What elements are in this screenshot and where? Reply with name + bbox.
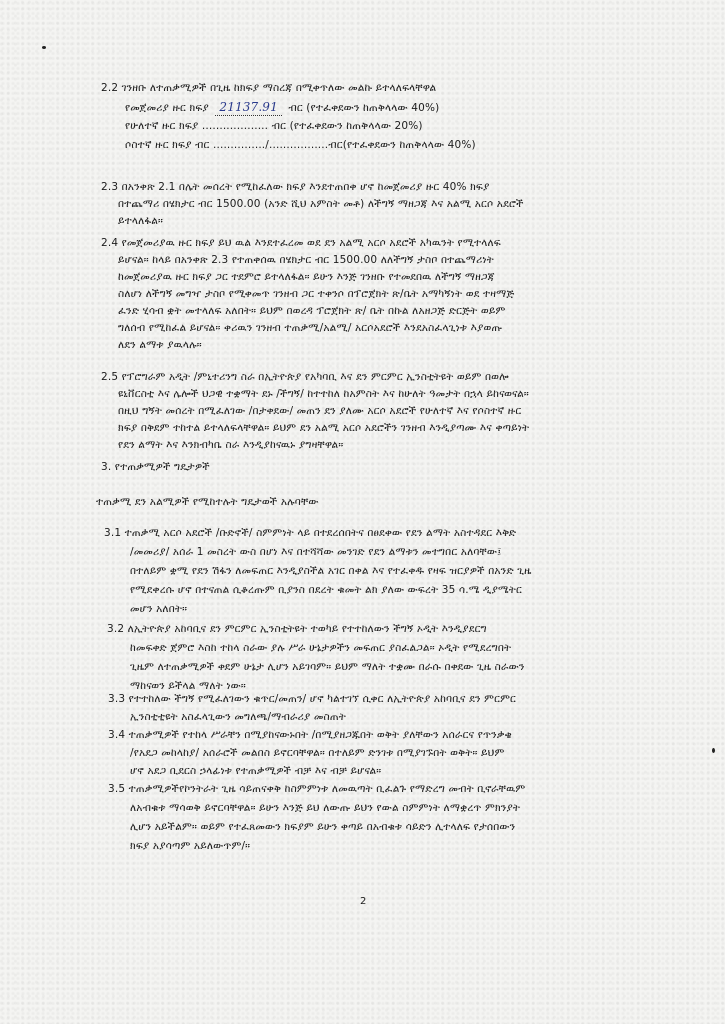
section-3-1-line-1: 3.1 ተጠቃሚ አርሶ አደሮች /ቡድኖች/ ስምምነት ላይ በተደረሰበትና በፀደቀው የደን ልማት አስተዳደር እቅድ: [104, 527, 517, 539]
section-2-2-row-1: [125, 100, 439, 116]
section-3-1-line-3: በተለይም ቋሚ የደን ሽፋን ለመፍጠር እንዲያስችል አገር በቀል እና የተፈቀዱ የዛፍ ዝርያዎች በአንድ ጊዜ: [130, 565, 532, 577]
section-3-intro: ተጠቃሚ ደን አልሚዎች የሚከተሉት ግዴታወች አሉባቸው: [96, 496, 319, 508]
section-2-5-line-1: 2.5 የፕሮግራም አዲት /ምኒተሪንግ ስራ በኢትዮጵያ የአካባቢ እና ደን ምርምር ኢንስቲትዩት ወይም በወሎ: [101, 371, 509, 383]
row-1-rest: ብር (የተፈቀደውን ከጠቅላላው 40%): [288, 102, 440, 114]
section-3-1-line-5: መሆን አለበት።: [130, 603, 188, 615]
scan-speck: [712, 748, 715, 753]
section-3-1-line-2: /መመሪያ/ አሰራ 1 መስረት ውስ በሆነ እና በተሻሻው መንገድ የደን ልማቱን መተግበር አለባቸው፤: [130, 546, 502, 558]
section-3-3-line-2: ኢንስቲቲዩት አስፈላጊውን መግለጫ/ማብራሪያ መስጠት: [130, 711, 346, 723]
section-2-4-line-1: 2.4 የመጀመሪያዉ ዙር ክፍያ ይህ ዉል እንደተፈረመ ወደ ደን አልሚ አርሶ አደሮች አካዉንት የሚተላለፍ: [101, 237, 501, 249]
section-2-3-line-3: ይተላለፋል።: [118, 215, 164, 227]
row-1-label: የመጀመሪያ ዙር ክፍያ: [125, 102, 209, 114]
section-2-2-heading: 2.2 ገንዘቡ ለተጠቃሚዎች በጊዜ ከክፍያ ማስረጃ በሚቀጥለው መልኩ ይተላለፍላቸዋል: [101, 82, 437, 94]
section-2-5-line-5: የደን ልማት እና እንክብካቤ ስራ እንዲያከናዉኑ ያግዛቸዋል።: [118, 439, 344, 451]
section-3-5-line-4: ክፍያ አያሳጣም አይለውጥም/።: [130, 840, 251, 852]
section-2-5-line-2: ዩኒቨርስቲ እና ሌሎች ህጋዊ ተቋማት ደኑ /ችግኝ/ ከተተከለ ከአምስት እና ከሁለት ዓመታት በኋላ ይከናወናል።: [118, 388, 529, 400]
section-2-4-line-5: ፈንድ ሂሳብ ቋት መተላለፍ አለበት። ይህም በወረዳ ፕሮጀክት ጽ/ ቤት በኩል ለአዘጋጅ ድርጅት ወይም: [118, 305, 506, 317]
section-2-5-line-3: በዚህ ግኝት መሰረት በሚፈለገው /በታቀደው/ መጠን ደን ያለሙ አርሶ አደሮች የሁለተኛ እና የሶስተኛ ዙር: [118, 405, 522, 417]
section-3-heading: 3. የተጠቃሚዎች ግዴታዎች: [101, 461, 210, 473]
section-2-2-row-3: ሶስተኛ ዙር ክፍያ ብር .............../.................ብር(የተፈቀደውን ከጠቅላላው 40%): [125, 139, 476, 151]
section-2-3-line-2: በተጨማሪ በሄክታር ብር 1500.00 (አንድ ሺህ አምስት መቶ) ለችግኝ ማዘጋጃ እና አልሚ አርሶ አደሮች: [118, 198, 524, 210]
section-2-4-line-2: ይሆናል። ከላይ በአንቀጽ 2.3 የተጠቀሰዉ በሄክታር ብር 1500.00 ለለችግኝ ታስቦ በተጨማሪነት: [118, 254, 494, 266]
section-2-4-line-3: ከመጀመሪያዉ ዙር ክፍያ ጋር ተደምሮ ይተላለፋል። ይሁን እንጅ ገንዘቡ የተመደበዉ ለችግኝ ማዘጋጃ: [118, 271, 495, 283]
section-3-4-line-1: 3.4 ተጠቃሚዎች የተከላ ሥራቸን በሚያከናውኑበት /በሚያዘጋጁበት ወቅት ያለቸውን አሰራርና የጥንቃቄ: [108, 729, 512, 741]
section-3-2-line-3: ጊዜም ለተጠቃሚዎች ቀደም ሁኔታ ሊሆን አይገባም። ይህም ማለት ተቋሙ በራሱ በቀደው ጊዜ ስራውን: [130, 661, 525, 673]
section-3-4-line-3: ሆኖ አደጋ ቢደርስ ኃላፊነቱ የተጠቃሚዎች ብቻ እና ብቻ ይሆናል።: [130, 765, 382, 777]
section-3-2-line-4: ማከናወን ይችላል ማለት ነው።: [130, 680, 246, 692]
section-2-4-line-7: ለደን ልማቱ ያዉላሉ።: [118, 339, 202, 351]
section-3-3-line-1: 3.3 የተተከለው ችግኝ የሚፈለገውን ቁጥር/መጠን/ ሆኖ ካልተገኘ ሲቀር ለኢትዮጵያ አከባቢና ደን ምርምር: [108, 693, 516, 705]
section-3-5-line-3: ሊሆን አይችልም። ወይም የተፈጸመውን ክፍያም ይሁን ቀጣይ በአብቁቱ ሳይድን ሊተላለፍ የታሰበውን: [130, 821, 516, 833]
scan-speck: [42, 46, 46, 49]
handwritten-amount: 21137.91: [215, 100, 281, 116]
section-2-5-line-4: ክፍያ በቅደም ተከተል ይተላለፍላቸዋል። ይህም ደን አልሚ አርሶ አደሮችን ገንዘብ እንዲያጣሙ እና ቀጣይነት: [118, 422, 530, 434]
section-2-4-line-6: ግለሰብ የሚከፈል ይሆናል። ቀሪዉን ገንዘብ ተጠቃሚ/አልሚ/ አርሶአደሮች እንደአስፈላጊነቱ እያወጡ: [118, 322, 503, 334]
section-2-2-row-2: የሁለተኛ ዙር ክፍያ ................... ብር (የተፈቀደውን ከጠቅላላው 20%): [125, 120, 423, 132]
section-3-1-line-4: የሚደቀረሱ ሆኖ በተናጠል ሲቆረጡም ቢያንስ በደረት ቁመት ልክ ያለው ውፍረት 35 ሳ.ሜ ዲያሜትር: [130, 584, 522, 596]
section-3-2-line-1: 3.2 ለኢትዮጵያ አከባቢና ደን ምርምር ኢንስቲትዩት ተወካይ የተተከለውን ችግኝ ኦዲት እንዲያደርግ: [107, 623, 487, 635]
section-2-4-line-4: ስለሆነ ለችግኝ መግዣ ታስቦ የሚቀመጥ ገንዘብ ጋር ተቀንሶ በፕሮጀክት ጽ/ቤት አማካኝነት ወደ ተዛማጅ: [118, 288, 515, 300]
section-2-3-line-1: 2.3 በአንቀጽ 2.1 በሌት መሰረት የሚከፈለው ክፍያ እንደተጠበቀ ሆኖ ከመጀመሪያ ዙር 40% ክፍያ: [101, 181, 490, 193]
section-3-2-line-2: ከመፍቀድ ጀምሮ እስከ ተከላ ስራው ያሉ ሥራ ሁኔታዎችን መፍጠር ያስፈልጋል። ኦዲት የሚደረግበት: [130, 642, 512, 654]
section-3-5-line-1: 3.5 ተጠቃሚዎችየኮንትራት ጊዜ ሳይጠናቀቅ ከስምምነቱ ለመዉጣት ቢፈልጉ የማድረግ መብት ቢኖራቸዉም: [108, 783, 526, 795]
section-3-5-line-2: ለአብቁቱ ማሳወቅ ይኖርባቸዋል። ይሁን እንጅ ይህ ለውጡ ይህን የውል ስምምነት ለማቋረጥ ምክንያት: [130, 802, 521, 814]
section-3-4-line-2: /የአደጋ መከላከያ/ አሰራሮች መልበስ ይኖርባቸዋል። በተለይም ድንገቱ በሚያገኙበት ወቅት። ይህም: [130, 747, 505, 759]
page-number: 2: [360, 896, 367, 907]
